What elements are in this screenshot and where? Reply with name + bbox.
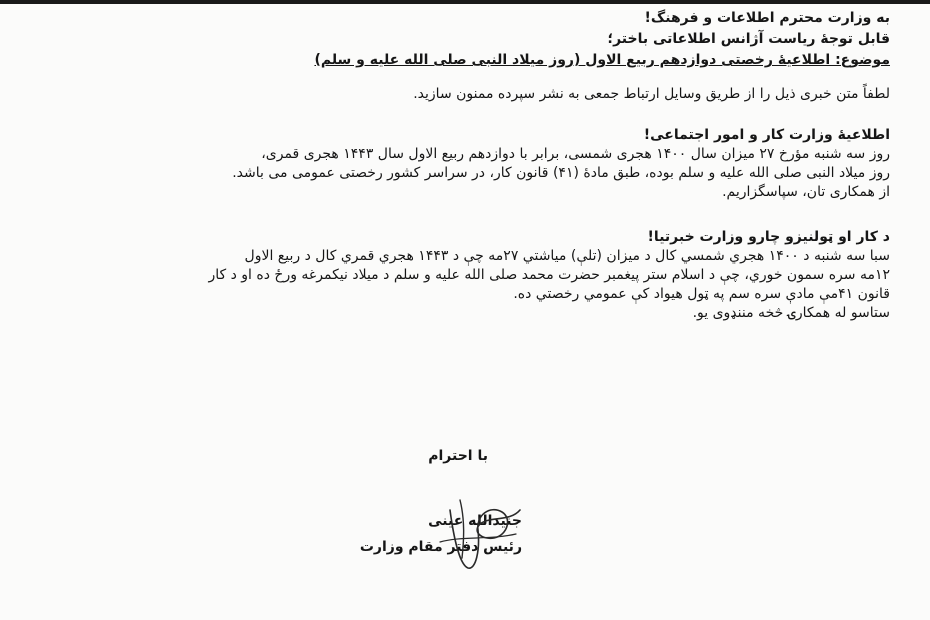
top-border-rule <box>0 0 930 4</box>
pashto-notice-line: ۱۲مه سره سمون خوري، چې د اسلام ستر پیغمبر حضرت محمد صلی الله علیه و سلم د میلاد نیکمرغه ورځ ده او د کار <box>208 267 890 283</box>
dari-notice <box>30 126 890 202</box>
dari-notice-line: روز میلاد النبی صلی الله علیه و سلم بوده، طبق مادۀ (۴۱) قانون کار، در سراسر کشور رخصتی عمومی می باشد. <box>232 165 890 181</box>
pashto-notice-title: د کار او ټولنیزو چارو وزارت خبرتیا! <box>647 229 890 245</box>
pashto-notice-line: قانون ۴۱مې مادې سره سم په ټول هیواد کې عمومي رخصتي ده. <box>513 286 890 302</box>
pashto-notice <box>30 228 890 323</box>
addressee-line: به وزارت محترم اطلاعات و فرهنگ! <box>644 10 890 26</box>
pashto-notice-line: ستاسو له همکارۍ څخه مننډوی یو. <box>692 305 890 321</box>
dari-notice-line: از همکاری تان، سپاسگزاریم. <box>722 184 890 200</box>
attention-line: قابل توجۀ ریاست آژانس اطلاعاتی باختر؛ <box>607 31 890 47</box>
dari-notice-title: اطلاعیۀ وزارت کار و امور اجتماعی! <box>643 127 890 143</box>
handwritten-signature <box>420 480 530 580</box>
closing-salutation: با احترام <box>428 448 488 464</box>
signatory-title: رئیس دفتر مقام وزارت <box>359 539 522 555</box>
letter-header <box>30 8 890 71</box>
signatory-name: جنیدالله عینی <box>428 513 522 529</box>
intro-paragraph: لطفاً متن خبری ذیل را از طریق وسایل ارتباط جمعی به نشر سپرده ممنون سازید. <box>413 86 890 102</box>
dari-notice-line: روز سه شنبه مؤرخ ۲۷ میزان سال ۱۴۰۰ هجری شمسی، برابر با دوازدهم ربیع الاول سال ۱۴۴۳ هجری قمری، <box>261 146 890 162</box>
subject-line: موضوع: اطلاعیۀ رخصتی دوازدهم ربیع الاول (روز میلاد النبی صلی الله علیه و سلم) <box>314 52 890 68</box>
pashto-notice-line: سبا سه شنبه د ۱۴۰۰ هجري شمسي کال د میزان (تلې) میاشتي ۲۷مه چې د ۱۴۴۳ هجري قمري کال د ربیع الاول <box>244 248 890 264</box>
